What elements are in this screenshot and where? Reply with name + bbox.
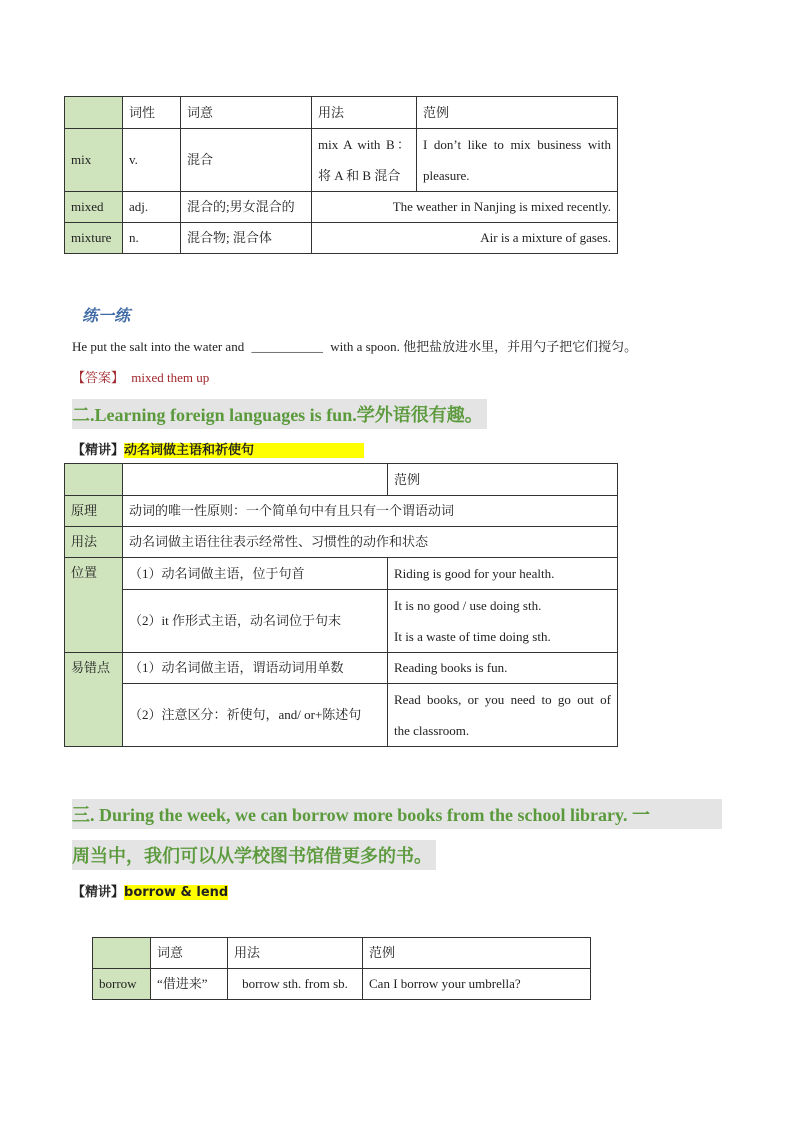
borrow-meaning: “借进来” [151, 969, 228, 1000]
example-mix-line2: pleasure. [423, 168, 470, 183]
practice-blank: ___________ [251, 339, 323, 354]
section3-heading-line2: 周当中，我们可以从学校图书馆借更多的书。 [72, 840, 436, 870]
error-label: 易错点 [65, 653, 123, 747]
position-1-example: Riding is good for your health. [388, 558, 618, 590]
usage-label: 用法 [65, 527, 123, 558]
example-mixture: Air is a mixture of gases. [312, 223, 618, 254]
header-blank [65, 97, 123, 129]
vocab-table-mix [64, 96, 618, 254]
borrow-word: borrow [93, 969, 151, 1000]
pos-mixture: n. [123, 223, 181, 254]
pos-mixed: adj. [123, 192, 181, 223]
section2-heading: 二.Learning foreign languages is fun.学外语很有趣。 [72, 399, 487, 429]
section3-heading-line1: 三. During the week, we can borrow more books from the school library. 一 [72, 799, 722, 829]
section2-note [72, 439, 364, 458]
header-usage: 用法 [312, 97, 417, 129]
gerund-header-example: 范例 [388, 464, 618, 496]
pos-mix: v. [123, 129, 181, 192]
example-mix [417, 129, 618, 192]
position-2-example-b: It is a waste of time doing sth. [394, 629, 551, 644]
principle-text: 动词的唯一性原则：一个简单句中有且只有一个谓语动词 [123, 496, 618, 527]
header-example: 范例 [417, 97, 618, 129]
usage-mix-line2: 将 A 和 B 混合 [318, 168, 401, 183]
borrow-header-blank [93, 938, 151, 969]
practice-title: 练一练 [82, 306, 131, 325]
meaning-mixed: 混合的;男女混合的 [181, 192, 312, 223]
section2-note-topic: 动名词做主语和祈使句 [124, 443, 364, 458]
section2-note-label: 【精讲】 [72, 443, 125, 458]
borrow-header-meaning: 词意 [151, 938, 228, 969]
section3-note-topic: borrow & lend [124, 885, 229, 900]
borrow-example: Can I borrow your umbrella? [363, 969, 591, 1000]
practice-sentence-b: with a spoon. 他把盐放进水里，并用勺子把它们搅匀。 [330, 339, 638, 354]
practice-answer [72, 367, 209, 386]
practice-sentence [72, 336, 637, 355]
error-2-example [388, 684, 618, 747]
position-2-example [388, 590, 618, 653]
section3-note [72, 881, 228, 900]
error-1: （1）动名词做主语，谓语动词用单数 [123, 653, 388, 684]
usage-text: 动名词做主语往往表示经常性、习惯性的动作和状态 [123, 527, 618, 558]
position-2-example-a: It is no good / use doing sth. [394, 598, 542, 613]
header-pos: 词性 [123, 97, 181, 129]
borrow-usage: borrow sth. from sb. [228, 969, 363, 1000]
borrow-header-usage: 用法 [228, 938, 363, 969]
position-1: （1）动名词做主语，位于句首 [123, 558, 388, 590]
error-2-example-a: Read books, or you need to go out of [394, 692, 611, 707]
gerund-table [64, 463, 618, 747]
answer-label: 【答案】 [72, 370, 125, 385]
meaning-mixture: 混合物; 混合体 [181, 223, 312, 254]
word-mixed: mixed [65, 192, 123, 223]
borrow-table [92, 937, 591, 1000]
example-mix-line1: I don’t like to mix business with [423, 137, 611, 152]
section3-note-label: 【精讲】 [72, 885, 125, 900]
example-mixed: The weather in Nanjing is mixed recently. [312, 192, 618, 223]
borrow-header-example: 范例 [363, 938, 591, 969]
position-2: （2）it 作形式主语，动名词位于句末 [123, 590, 388, 653]
header-meaning: 词意 [181, 97, 312, 129]
error-2: （2）注意区分：祈使句，and/ or+陈述句 [123, 684, 388, 747]
practice-sentence-a: He put the salt into the water and [72, 339, 245, 354]
principle-label: 原理 [65, 496, 123, 527]
word-mixture: mixture [65, 223, 123, 254]
gerund-header-blank [65, 464, 123, 496]
position-label: 位置 [65, 558, 123, 653]
error-1-example: Reading books is fun. [388, 653, 618, 684]
answer-text: mixed them up [131, 370, 210, 385]
meaning-mix: 混合 [181, 129, 312, 192]
word-mix: mix [65, 129, 123, 192]
gerund-header-mid [123, 464, 388, 496]
error-2-example-b: the classroom. [394, 723, 470, 738]
usage-mix [312, 129, 417, 192]
usage-mix-line1: mix A with B： [318, 137, 410, 152]
